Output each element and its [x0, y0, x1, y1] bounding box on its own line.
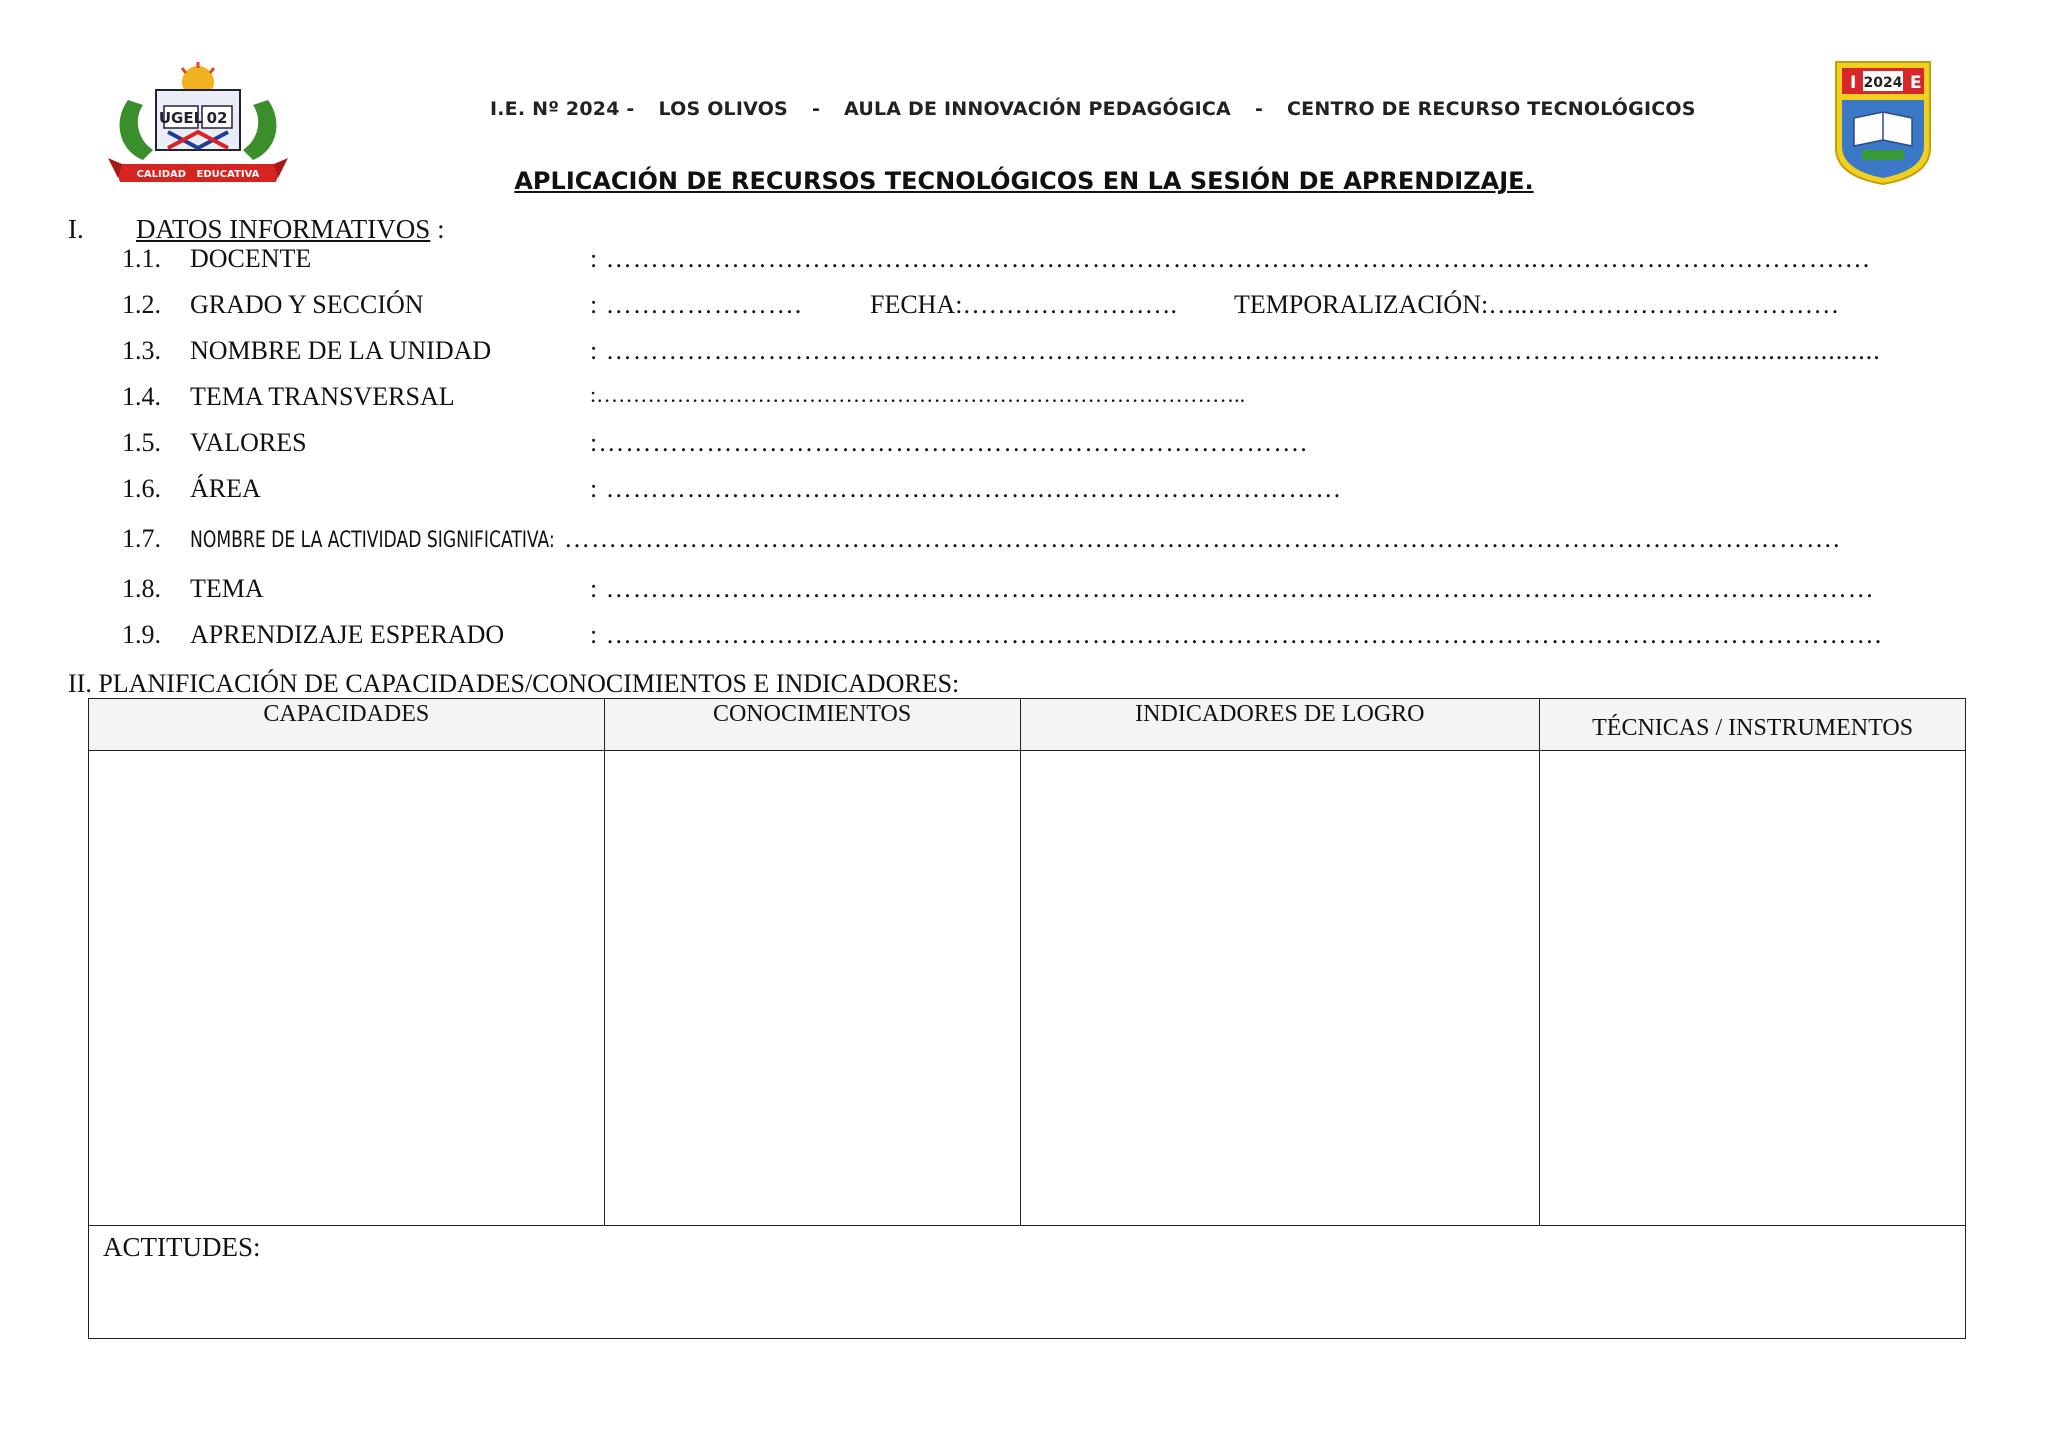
conocimientos-cell[interactable]	[604, 751, 1020, 1226]
column-header-conocimientos: CONOCIMIENTOS	[604, 699, 1020, 751]
header-separator: -	[811, 98, 821, 120]
field-label: TEMA TRANSVERSAL	[190, 382, 455, 411]
field-row-valores	[122, 428, 1982, 462]
section-1-colon: :	[430, 214, 445, 244]
field-row-grado-seccion	[122, 290, 1982, 324]
field-fill-line[interactable]: : …………………………………………………………………………………………………………………………….	[590, 620, 1883, 649]
field-fill-line[interactable]: : ……………………………………………………………………………………………………………………………	[590, 574, 1875, 603]
field-label: ÁREA	[190, 474, 261, 503]
actitudes-label: ACTITUDES:	[103, 1232, 261, 1262]
field-number: 1.4.	[122, 382, 161, 411]
field-number: 1.9.	[122, 620, 161, 649]
actitudes-cell[interactable]	[89, 1226, 1966, 1339]
institution-header	[490, 98, 1720, 120]
crest-year: 2024	[1863, 75, 1903, 91]
ugel-text: UGEL	[158, 109, 204, 127]
field-row-aprendizaje-esperado	[122, 620, 1982, 654]
field-fill-line[interactable]: : ………………………………………….……………………………	[590, 474, 1343, 503]
field-fill-line[interactable]: : …………………………………………………………………………………………………………..........................	[590, 336, 1881, 365]
ugel-number: 02	[206, 109, 228, 127]
field-label: NOMBRE DE LA ACTIVIDAD SIGNIFICATIVA:	[190, 528, 555, 553]
crest-letter-e: E	[1910, 73, 1922, 93]
field-row-tema	[122, 574, 1982, 608]
field-label: TEMA	[190, 574, 264, 603]
field-number: 1.1.	[122, 244, 161, 273]
crest-letter-i: I	[1850, 73, 1857, 93]
field-number: 1.5.	[122, 428, 161, 457]
field-fill-line[interactable]: : ………………….	[590, 290, 803, 319]
field-fill-line[interactable]: : …………………………………………………………………………………………..……………………………….	[590, 244, 1871, 273]
tecnicas-cell[interactable]	[1540, 751, 1966, 1226]
header-separator: -	[1254, 98, 1264, 120]
field-row-docente	[122, 244, 1982, 278]
capacidades-cell[interactable]	[89, 751, 605, 1226]
table-row	[89, 751, 1966, 1226]
temporalizacion-field[interactable]: TEMPORALIZACIÓN:…..………………………………	[1234, 290, 1840, 319]
header-district: LOS OLIVOS	[658, 98, 788, 120]
field-label: NOMBRE DE LA UNIDAD	[190, 336, 492, 365]
column-header-capacidades: CAPACIDADES	[89, 699, 605, 751]
field-number: 1.6.	[122, 474, 161, 503]
field-number: 1.3.	[122, 336, 161, 365]
column-header-tecnicas: TÉCNICAS / INSTRUMENTOS	[1540, 699, 1966, 751]
header-centro: CENTRO DE RECURSO TECNOLÓGICOS	[1287, 98, 1696, 120]
field-row-tema-transversal	[122, 382, 1982, 416]
logo-ribbon-text: CALIDAD EDUCATIVA	[136, 169, 260, 180]
document-title: APLICACIÓN DE RECURSOS TECNOLÓGICOS EN LA SESIÓN DE APRENDIZAJE.	[514, 167, 1534, 195]
field-row-nombre-unidad	[122, 336, 1982, 370]
field-label: DOCENTE	[190, 244, 312, 273]
column-header-indicadores: INDICADORES DE LOGRO	[1020, 699, 1540, 751]
section-1-title	[136, 214, 445, 245]
fecha-field[interactable]: FECHA:…………………….	[870, 290, 1177, 319]
header-school: I.E. Nº 2024 -	[490, 98, 635, 120]
planning-table	[88, 698, 1966, 1339]
field-fill-line[interactable]: :……………………………………………………………………………..	[590, 382, 1246, 407]
field-number: 1.7.	[122, 524, 161, 553]
field-fill-line[interactable]: …………………………………………………………………………………………………………………………….	[564, 524, 1841, 553]
field-number: 1.2.	[122, 290, 161, 319]
header-aula: AULA DE INNOVACIÓN PEDAGÓGICA	[844, 98, 1231, 120]
field-row-area	[122, 474, 1982, 508]
field-number: 1.8.	[122, 574, 161, 603]
indicadores-cell[interactable]	[1020, 751, 1540, 1226]
field-label: VALORES	[190, 428, 307, 457]
section-1-numeral: I.	[68, 214, 84, 244]
field-row-actividad-significativa	[122, 524, 1982, 558]
field-label: GRADO Y SECCIÓN	[190, 290, 424, 319]
section-2-title: II. PLANIFICACIÓN DE CAPACIDADES/CONOCIMIENTOS E INDICADORES:	[68, 669, 960, 698]
field-fill-line[interactable]: :…………………………………………………………………….	[590, 428, 1308, 457]
actitudes-row	[89, 1226, 1966, 1339]
field-label: APRENDIZAJE ESPERADO	[190, 620, 505, 649]
section-1-title-text: DATOS INFORMATIVOS	[136, 214, 431, 244]
table-header-row	[89, 699, 1966, 751]
